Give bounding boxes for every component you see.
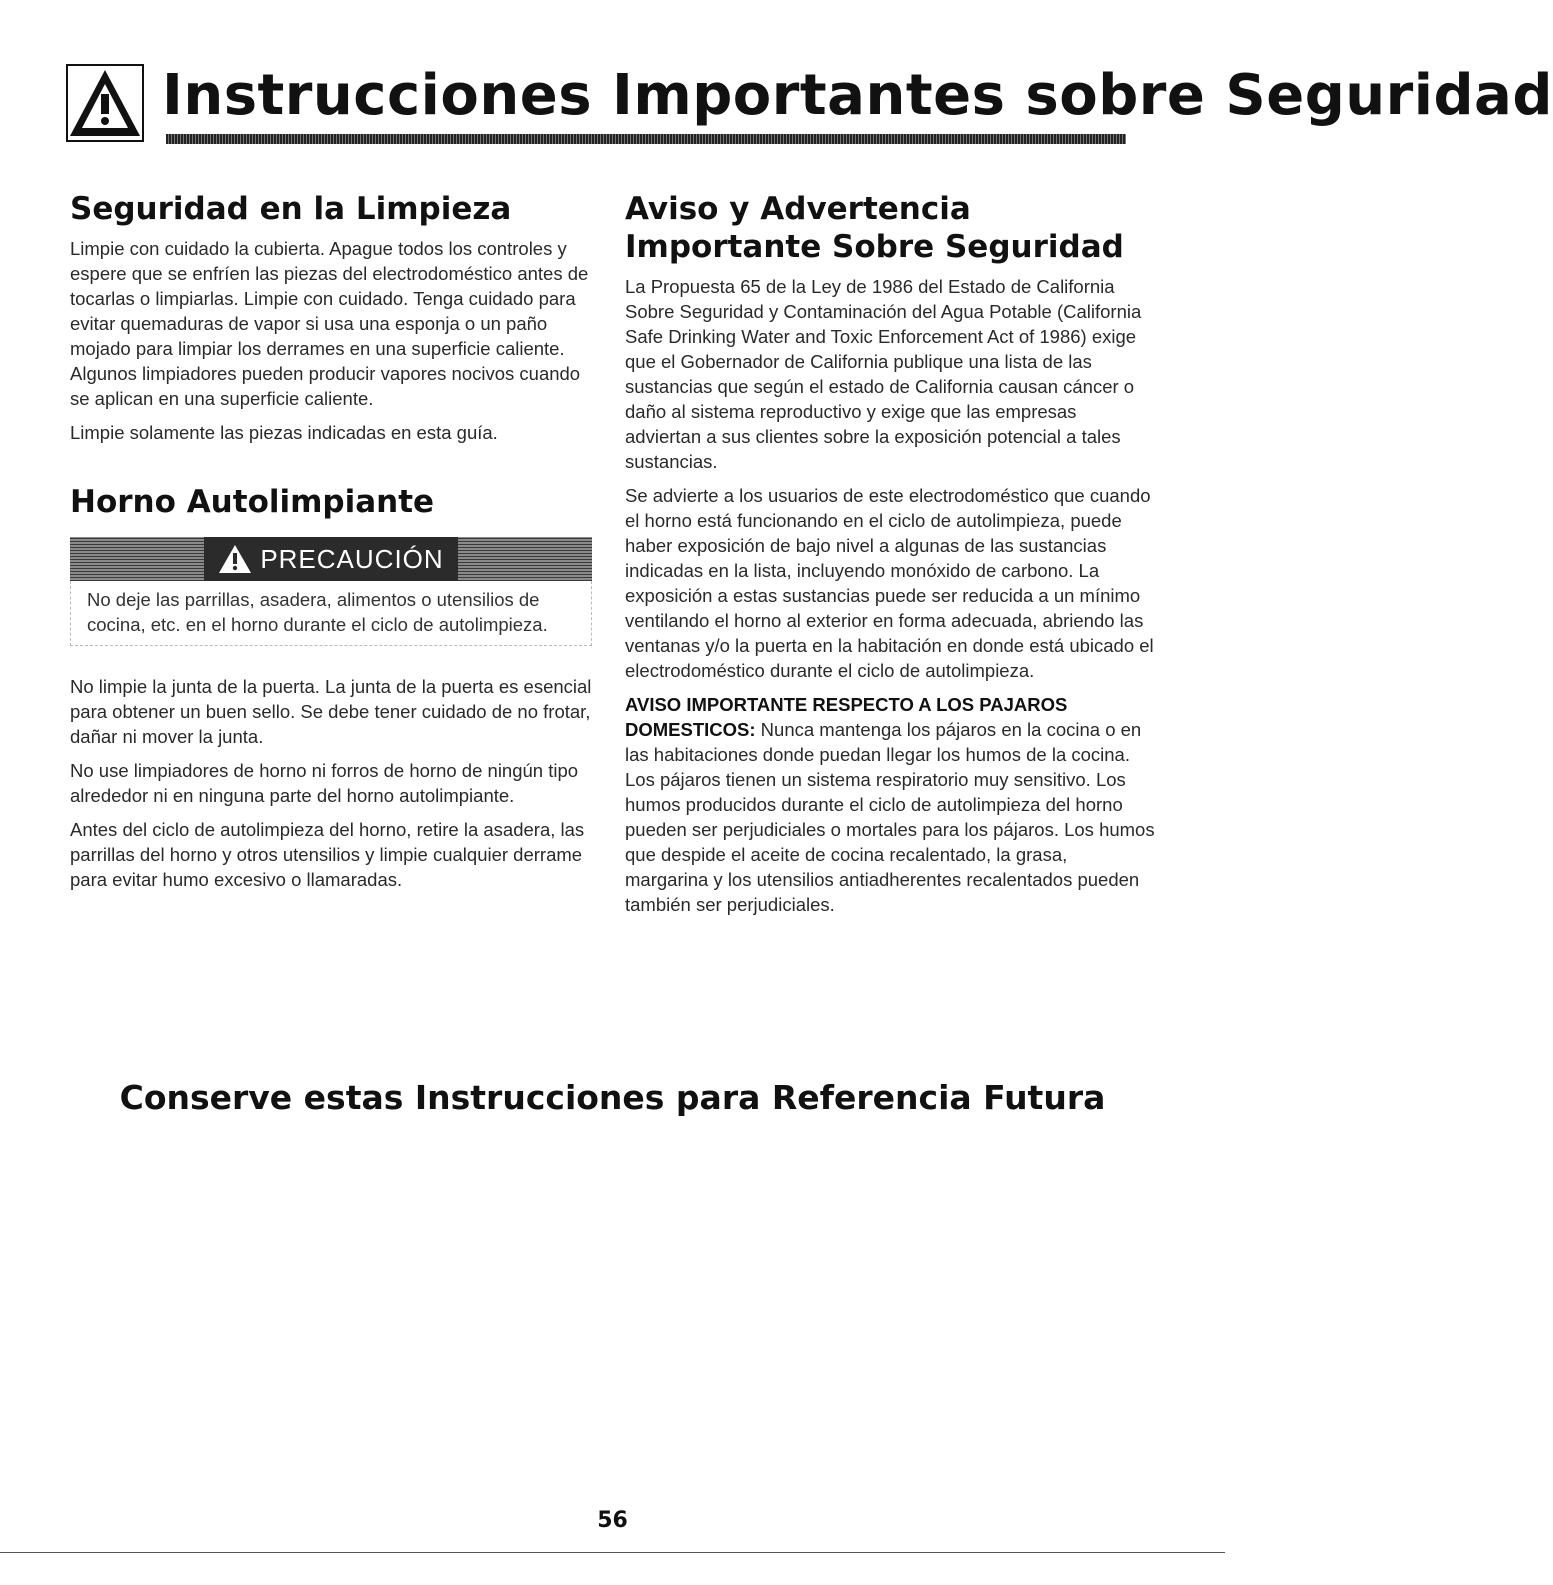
bottom-rule	[0, 1552, 1225, 1553]
self-clean-paragraph-1: No limpie la junta de la puerta. La junta de la puerta es esencial para obtener un buen sello. Se debe tener cuidado de no frotar, dañar ni mover la junta.	[70, 676, 592, 747]
left-column	[70, 190, 595, 901]
cleaning-paragraph-2: Limpie solamente las piezas indicadas en esta guía.	[70, 422, 498, 443]
self-clean-paragraph-3: Antes del ciclo de autolimpieza del horno, retire la asadera, las parrillas del horno y otros utensilios y limpie cualquier derrame para evitar humo excesivo o llamaradas.	[70, 819, 585, 890]
birds-paragraph	[625, 717, 1155, 917]
exposure-paragraph: Se advierte a los usuarios de este electrodoméstico que cuando el horno está funcionando en el ciclo de autolimpieza, puede haber exposición de bajo nivel a algunas de las sustancias indicadas en la lista, incluyendo monóxido de carbono. La exposición a estas sustancias puede ser reducida a un mínimo ventilando el horno al exterior en forma adecuada, abriendo las ventanas y/o la puerta en la habitación en donde está ubicado el electrodoméstico durante el ciclo de autolimpieza.	[625, 485, 1154, 681]
birds-warning-heading: AVISO IMPORTANTE RESPECTO A LOS PAJAROS	[625, 694, 1068, 715]
self-clean-heading: Horno Autolimpiante	[70, 484, 435, 520]
cleaning-paragraph-1: Limpie con cuidado la cubierta. Apague todos los controles y espere que se enfríen las piezas del electrodoméstico antes de tocarlas o limpiarlas. Limpie con cuidado. Tenga cuidado para evitar quemaduras de vapor si usa una esponja o un paño mojado para limpiar los derrames en una superficie caliente. Algunos limpiadores pueden producir vapores nocivos cuando se aplican en una superficie caliente.	[70, 238, 589, 409]
page-header	[66, 56, 1553, 156]
cleaning-safety-heading: Seguridad en la Limpieza	[70, 191, 512, 227]
title-underline	[166, 134, 1126, 144]
right-column	[625, 190, 1155, 926]
safety-warning-heading: Aviso y Advertencia Importante Sobre Seguridad	[625, 191, 1124, 265]
caution-label: PRECAUCIÓN	[260, 543, 444, 574]
caution-triangle-icon	[218, 544, 252, 574]
caution-message: No deje las parrillas, asadera, alimentos o utensilios de cocina, etc. en el horno durante el ciclo de autolimpieza.	[70, 581, 592, 646]
caution-banner	[70, 537, 592, 581]
keep-instructions-title: Conserve estas Instrucciones para Referencia Futura	[119, 1078, 1106, 1117]
birds-warning-text: Nunca mantenga los pájaros en la cocina o en las habitaciones donde puedan llegar los humos de la cocina. Los pájaros tienen un sistema respiratorio muy sensitivo. Los humos producidos durante el ciclo de autolimpieza del horno pueden ser perjudiciales o mortales para los pájaros. Los humos que despide el aceite de cocina recalentado, la grasa, margarina y los utensilios antiadherentes recalentados pueden también ser perjudiciales.	[625, 719, 1155, 915]
page-title: Instrucciones Importantes sobre Seguridad	[162, 63, 1553, 128]
birds-warning-label: DOMESTICOS:	[625, 719, 756, 740]
self-clean-paragraph-2: No use limpiadores de horno ni forros de horno de ningún tipo alrededor ni en ninguna parte del horno autolimpiante.	[70, 760, 579, 806]
warning-triangle-icon	[66, 64, 144, 142]
caution-box	[70, 537, 592, 646]
page-number: 56	[597, 1508, 628, 1533]
prop65-paragraph: La Propuesta 65 de la Ley de 1986 del Estado de California Sobre Seguridad y Contaminación del Agua Potable (California Safe Drinking Water and Toxic Enforcement Act of 1986) exige que el Gobernador de California publique una lista de las sustancias que según el estado de California causan cáncer o daño al sistema reproductivo y exige que las empresas adviertan a sus clientes sobre la exposición potencial a tales sustancias.	[625, 276, 1142, 472]
